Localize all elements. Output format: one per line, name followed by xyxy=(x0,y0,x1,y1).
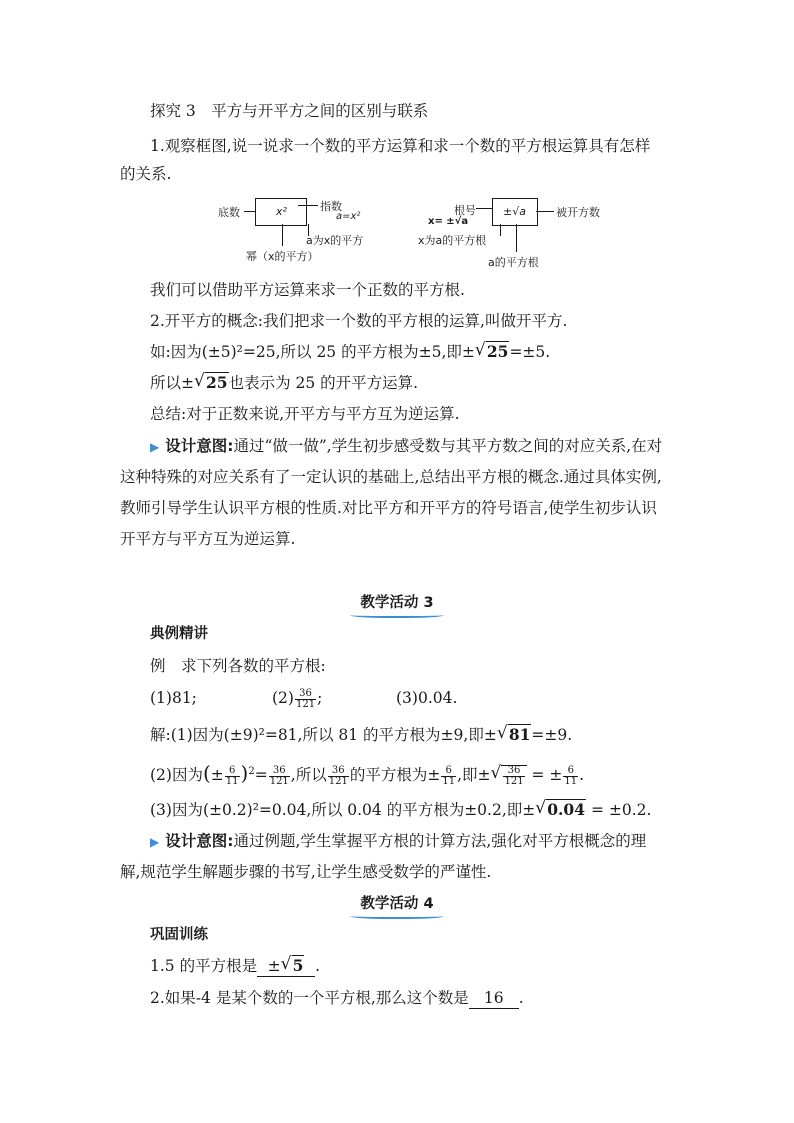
example-item-3: (3)0.04. xyxy=(396,689,458,707)
power-label: 幂（x的平方） xyxy=(246,250,319,263)
so-line: 所以± √ 25也表示为 25 的开平方运算. xyxy=(150,371,419,392)
a-sq-arrow xyxy=(516,224,517,252)
x-arrow xyxy=(500,224,501,236)
radicand-arrow xyxy=(536,211,554,212)
triangle-icon-2: ▶ xyxy=(150,835,160,849)
sqrt-25: √ 25 xyxy=(474,340,509,361)
design1-line1: ▶ 设计意图:通过“做一做”,学生初步感受数与其平方数之间的对应关系,在对 xyxy=(150,437,663,455)
explore3-q1-line1: 1.观察框图,说一说求一个数的平方运算和求一个数的平方根运算具有怎样 xyxy=(150,137,651,155)
root-box xyxy=(492,198,538,226)
radical-label: 根号 xyxy=(454,204,476,217)
design1-line2: 这种特殊的对应关系有了一定认识的基础上,总结出平方根的概念.通过具体实例, xyxy=(120,468,662,486)
example-line: 如:因为(±5)²=25,所以 25 的平方根为±5,即± √ 25=±5. xyxy=(150,340,551,361)
power-arrow xyxy=(282,224,283,246)
example-prompt: 例 求下列各数的平方根: xyxy=(150,657,326,675)
a-is-label: a为x的平方 xyxy=(306,234,364,247)
sqrt-25b: √ 25 xyxy=(194,371,228,392)
exponent-label: 指数 xyxy=(320,200,342,213)
triangle-icon: ▶ xyxy=(150,440,160,454)
formula-x: x= ±√a xyxy=(428,216,469,227)
formula-a: a=x² xyxy=(336,211,361,222)
solution-1: 解:(1)因为(±9)²=81,所以 81 的平方根为±9,即± √ 81=±9. xyxy=(150,723,573,744)
design2-line1: ▶ 设计意图:通过例题,学生掌握平方根的计算方法,强化对平方根概念的理 xyxy=(150,832,647,850)
exponent-arrow xyxy=(298,205,318,206)
borrow-line: 我们可以借助平方运算来求一个正数的平方根. xyxy=(150,281,465,299)
explore3-q1-line2: 的关系. xyxy=(120,165,172,183)
a-sq-label: a的平方根 xyxy=(488,256,539,269)
concept-line: 2.开平方的概念:我们把求一个数的平方根的运算,叫做开平方. xyxy=(150,312,568,330)
radical-arrow xyxy=(476,208,492,209)
activity3-heading: 教学活动 3 xyxy=(0,591,794,615)
example-item-1: (1)81; xyxy=(150,689,197,707)
summary-line: 总结:对于正数来说,开平方与平方互为逆运算. xyxy=(150,405,460,423)
radicand-label: 被开方数 xyxy=(556,206,600,219)
solution-2: (2)因为(± $\frac{6}{11}$ )$^2$= $\frac{36}{121}$ ,所以 $\frac{36}{121}$ 的平方根为± $\frac{6}{11}$ ,即± √ $\frac{36}{121}$ = ± $\frac{6}{11}$ . xyxy=(150,761,585,787)
activity4-heading: 教学活动 4 xyxy=(0,892,794,916)
square-box xyxy=(255,198,307,226)
example-item-2: (2) $\frac{36}{121}$ ; xyxy=(272,687,323,710)
square-box-text: x² xyxy=(276,205,287,218)
base-label: 底数 xyxy=(218,206,240,219)
exercise-1: 1.5 的平方根是 ± √ 5 . xyxy=(150,954,321,975)
exercise-2: 2.如果-4 是某个数的一个平方根,那么这个数是 16 . xyxy=(150,989,524,1007)
explore3-title: 探究 3 平方与开平方之间的区别与联系 xyxy=(150,102,429,120)
root-box-text: ±√a xyxy=(503,205,526,218)
design1-line4: 开平方与平方互为逆运算. xyxy=(120,530,296,548)
solution-3: (3)因为(±0.2)²=0.04,所以 0.04 的平方根为±0.2,即± √ 0.04 = ±0.2. xyxy=(150,798,652,819)
design2-line2: 解,规范学生解题步骤的书写,让学生感受数学的严谨性. xyxy=(120,863,492,881)
activity4-section: 巩固训练 xyxy=(150,927,208,943)
design1-line3: 教师引导学生认识平方根的性质.对比平方和开平方的符号语言,使学生初步认识 xyxy=(120,499,657,517)
activity3-section: 典例精讲 xyxy=(150,626,208,642)
x-is-label: x为a的平方根 xyxy=(418,234,487,247)
